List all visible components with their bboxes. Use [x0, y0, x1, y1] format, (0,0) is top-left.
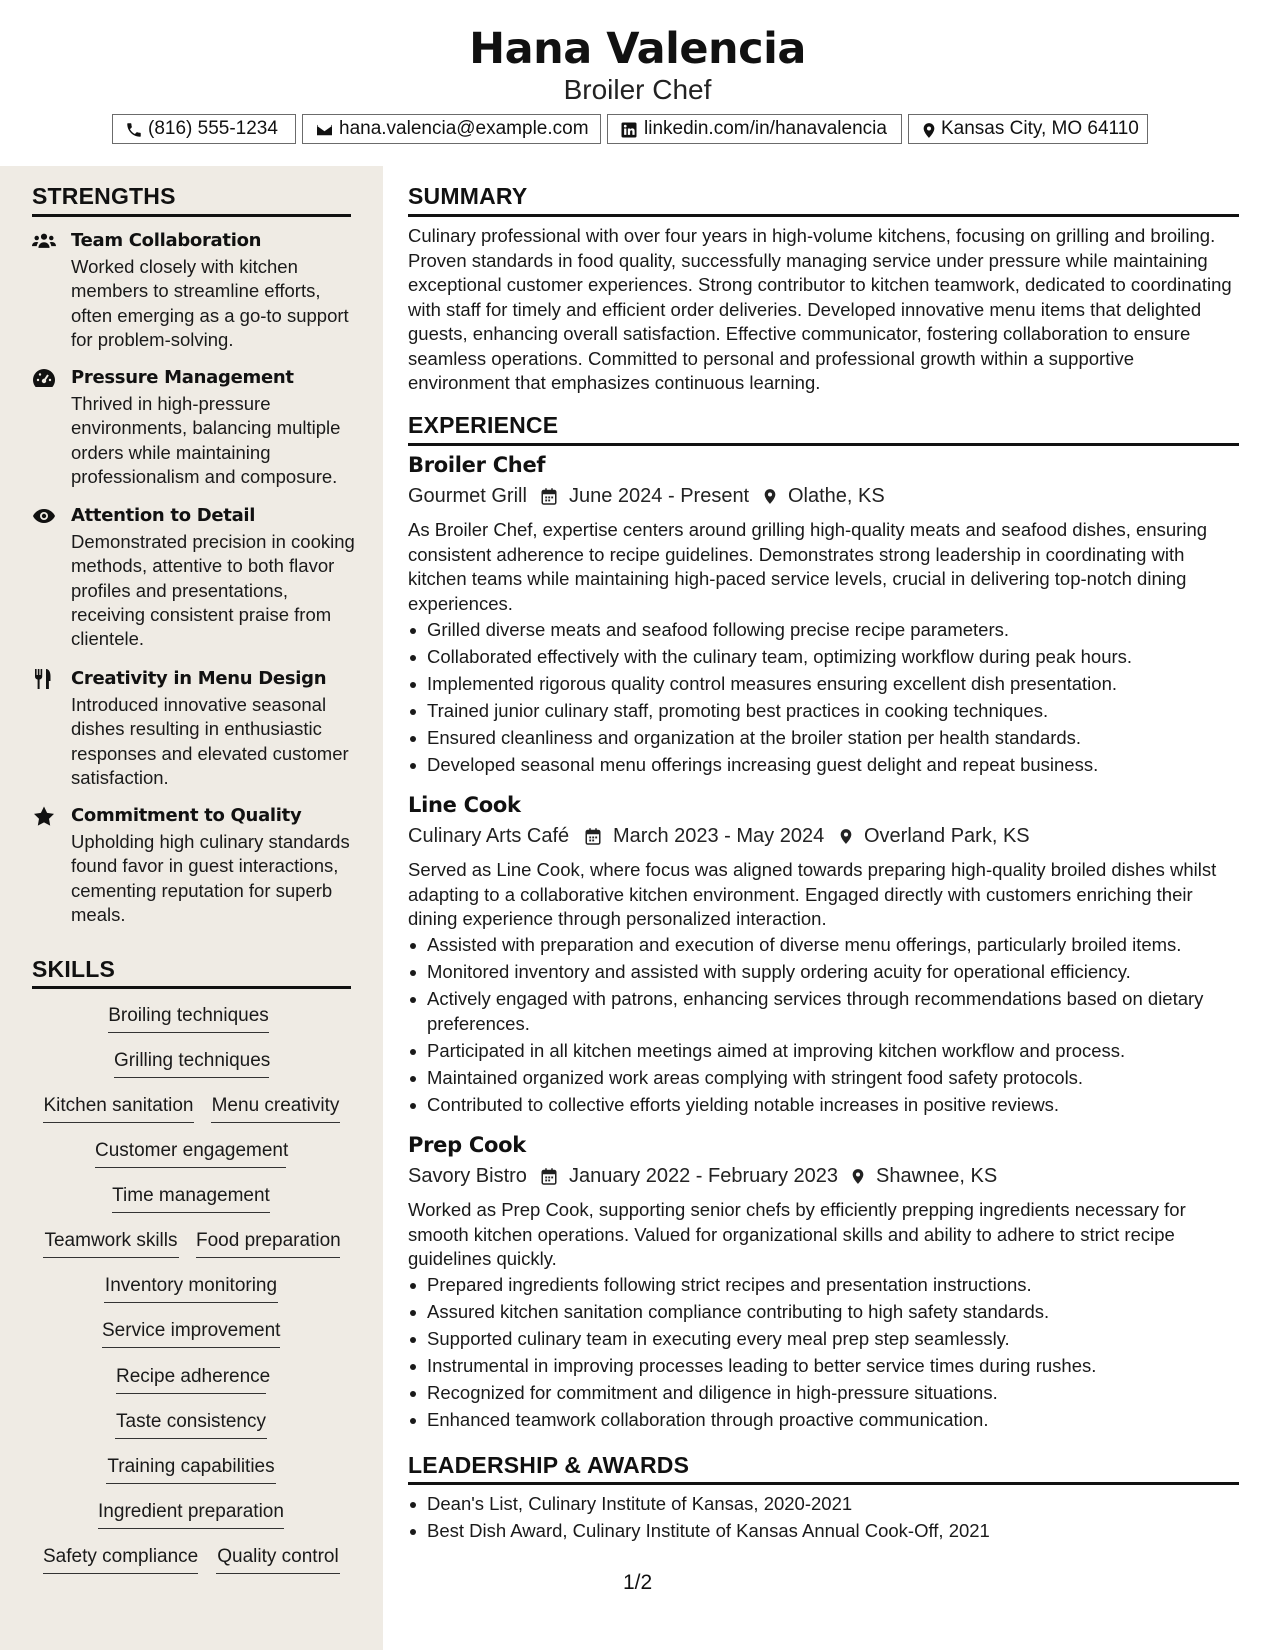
job-location: Overland Park, KS — [864, 825, 1030, 847]
strength-name: Attention to Detail — [71, 505, 256, 526]
list-item: Prepared ingredients following strict recipes and presentation instructions. — [408, 1273, 1238, 1298]
users-icon — [32, 231, 56, 251]
job-location: Shawnee, KS — [876, 1165, 998, 1187]
list-item: Ensured cleanliness and organization at the broiler station per health standards. — [408, 726, 1238, 751]
contact-email-text: hana.valencia@example.com — [339, 118, 589, 139]
job-company: Savory Bistro — [408, 1165, 527, 1187]
contact-phone-text: (816) 555-1234 — [148, 118, 278, 139]
skill-tag: Ingredient preparation — [98, 1499, 284, 1529]
job-meta — [408, 822, 1238, 850]
strength-description: Introduced innovative seasonal dishes resulting in enthusiastic responses and elevated customer satisfaction. — [71, 694, 349, 788]
skills-rule — [32, 986, 351, 989]
skill-tag: Quality control — [216, 1544, 340, 1574]
phone-icon — [125, 121, 143, 139]
skill-tag: Taste consistency — [115, 1409, 267, 1439]
skill-tag: Safety compliance — [43, 1544, 198, 1574]
awards-rule — [408, 1482, 1239, 1485]
job-company: Culinary Arts Café — [408, 825, 570, 847]
strength-name: Creativity in Menu Design — [71, 668, 327, 689]
map-pin-icon — [850, 1167, 866, 1186]
strength-description: Upholding high culinary standards found favor in guest interactions, cementing reputation for superb meals. — [71, 831, 350, 925]
skill-tag: Grilling techniques — [114, 1048, 269, 1078]
candidate-name: Hana Valencia — [469, 24, 806, 74]
skill-tag: Customer engagement — [95, 1138, 286, 1168]
strength-name: Team Collaboration — [71, 230, 262, 251]
strengths-heading: STRENGTHS — [32, 183, 176, 209]
job-dates: January 2022 - February 2023 — [569, 1165, 839, 1187]
contact-location[interactable] — [908, 114, 1148, 144]
list-item: Assured kitchen sanitation compliance contributing to high safety standards. — [408, 1300, 1238, 1325]
list-item: Supported culinary team in executing every meal prep step seamlessly. — [408, 1327, 1238, 1352]
skill-tag: Service improvement — [102, 1318, 280, 1348]
strength-description: Demonstrated precision in cooking methods, attentive to both flavor profiles and presentations, receiving consistent praise from clientele. — [71, 531, 355, 650]
list-item: Collaborated effectively with the culinary team, optimizing workflow during peak hours. — [408, 645, 1238, 670]
skill-tag: Inventory monitoring — [104, 1273, 278, 1303]
job-location: Olathe, KS — [788, 485, 885, 507]
summary-text: Culinary professional with over four years in high-volume kitchens, focusing on grilling and broiling. Proven standards in food quality, successfully managing service under pressure while maintaining exceptional customer experiences. Strong contributor to kitchen teamwork, dedicated to coordinating with staff for timely and efficient order deliveries. Developed innovative menu items that delighted guests, enhancing overall satisfaction. Effective communicator, fostering collaboration to ensure seamless operations. Committed to personal and professional growth within a supportive environment that emphasizes continuous learning. — [408, 225, 1232, 393]
strength-description: Worked closely with kitchen members to streamline efforts, often emerging as a go-to support for problem-solving. — [71, 256, 349, 350]
list-item: Implemented rigorous quality control measures ensuring excellent dish presentation. — [408, 672, 1238, 697]
star-icon — [32, 806, 56, 826]
job-company: Gourmet Grill — [408, 485, 527, 507]
list-item: Assisted with preparation and execution of diverse menu offerings, particularly broiled items. — [408, 933, 1238, 958]
contact-linkedin[interactable] — [607, 114, 902, 144]
job-description: Worked as Prep Cook, supporting senior chefs by efficiently prepping ingredients necessary for smooth kitchen operations. Valued for organizational skills and ability to adhere to strict recipe guidelines quickly. — [408, 1199, 1186, 1269]
job-bullets — [408, 1273, 1238, 1435]
job-description: Served as Line Cook, where focus was aligned towards preparing high-quality broiled dishes whilst adapting to a collaborative kitchen environment. Engaged directly with customers enriching their dining experience through personalized interaction. — [408, 859, 1217, 929]
summary-rule — [408, 214, 1239, 217]
job-description: As Broiler Chef, expertise centers around grilling high-quality meats and seafood dishes, ensuring consistent adherence to recipe guidelines. Demonstrates strong leadership in coordinating with kitchen teams while maintaining high-paced service levels, crucial in delivering top-notch dining experiences. — [408, 519, 1208, 614]
job-dates: March 2023 - May 2024 — [613, 825, 825, 847]
strength-name: Commitment to Quality — [71, 805, 302, 826]
resume-header — [0, 0, 1275, 166]
strength-name: Pressure Management — [71, 367, 294, 388]
gauge-icon — [32, 368, 56, 388]
eye-icon — [32, 506, 56, 526]
list-item: Dean's List, Culinary Institute of Kansas, 2020-2021 — [408, 1492, 1238, 1517]
contact-email[interactable] — [302, 114, 601, 144]
experience-rule — [408, 443, 1239, 446]
contact-bar — [0, 114, 1275, 144]
list-item: Maintained organized work areas complying with stringent food safety protocols. — [408, 1066, 1238, 1091]
job-bullets — [408, 933, 1238, 1120]
skill-tag: Kitchen sanitation — [43, 1093, 194, 1123]
list-item: Participated in all kitchen meetings aimed at improving kitchen workflow and process. — [408, 1039, 1238, 1064]
job-bullets — [408, 618, 1238, 780]
awards-heading: LEADERSHIP & AWARDS — [408, 1452, 690, 1478]
contact-linkedin-text: linkedin.com/in/hanavalencia — [644, 118, 887, 139]
list-item: Recognized for commitment and diligence in high-pressure situations. — [408, 1381, 1238, 1406]
candidate-title: Broiler Chef — [563, 74, 712, 105]
map-pin-icon — [762, 487, 778, 506]
job-title: Broiler Chef — [408, 453, 546, 477]
skills-heading: SKILLS — [32, 956, 115, 982]
skill-tag: Food preparation — [196, 1228, 340, 1258]
list-item: Actively engaged with patrons, enhancing services through recommendations based on dietary preferences. — [408, 987, 1238, 1036]
job-title: Line Cook — [408, 793, 521, 817]
list-item: Instrumental in improving processes leading to better service times during rushes. — [408, 1354, 1238, 1379]
list-item: Enhanced teamwork collaboration through proactive communication. — [408, 1408, 1238, 1433]
strengths-rule — [32, 214, 351, 217]
summary-heading: SUMMARY — [408, 183, 528, 209]
job-dates: June 2024 - Present — [569, 485, 750, 507]
list-item: Best Dish Award, Culinary Institute of Kansas Annual Cook-Off, 2021 — [408, 1519, 1238, 1544]
contact-phone[interactable] — [112, 114, 296, 144]
experience-heading: EXPERIENCE — [408, 412, 559, 438]
skill-tag: Teamwork skills — [43, 1228, 179, 1258]
page-number: 1/2 — [623, 1571, 653, 1594]
job-meta — [408, 482, 1238, 510]
skill-tag: Training capabilities — [106, 1454, 276, 1484]
awards-list — [408, 1492, 1238, 1546]
list-item: Monitored inventory and assisted with supply ordering acuity for operational efficiency. — [408, 960, 1238, 985]
calendar-icon — [584, 827, 602, 846]
calendar-icon — [540, 1167, 558, 1186]
skill-tag: Broiling techniques — [108, 1003, 269, 1033]
list-item: Contributed to collective efforts yielding notable increases in positive reviews. — [408, 1093, 1238, 1118]
map-pin-icon — [921, 121, 937, 140]
strength-description: Thrived in high-pressure environments, balancing multiple orders while maintaining professionalism and composure. — [71, 393, 341, 487]
map-pin-icon — [838, 827, 854, 846]
list-item: Developed seasonal menu offerings increasing guest delight and repeat business. — [408, 753, 1238, 778]
job-title: Prep Cook — [408, 1133, 526, 1157]
list-item: Trained junior culinary staff, promoting best practices in cooking techniques. — [408, 699, 1238, 724]
utensils-icon — [32, 669, 56, 689]
skill-tag: Time management — [112, 1183, 270, 1213]
skill-tag: Menu creativity — [211, 1093, 340, 1123]
calendar-icon — [540, 487, 558, 506]
envelope-icon — [315, 121, 334, 139]
list-item: Grilled diverse meats and seafood following precise recipe parameters. — [408, 618, 1238, 643]
skill-tag: Recipe adherence — [116, 1364, 266, 1394]
contact-location-text: Kansas City, MO 64110 — [941, 118, 1139, 139]
job-meta — [408, 1162, 1238, 1190]
linkedin-icon — [620, 121, 638, 139]
